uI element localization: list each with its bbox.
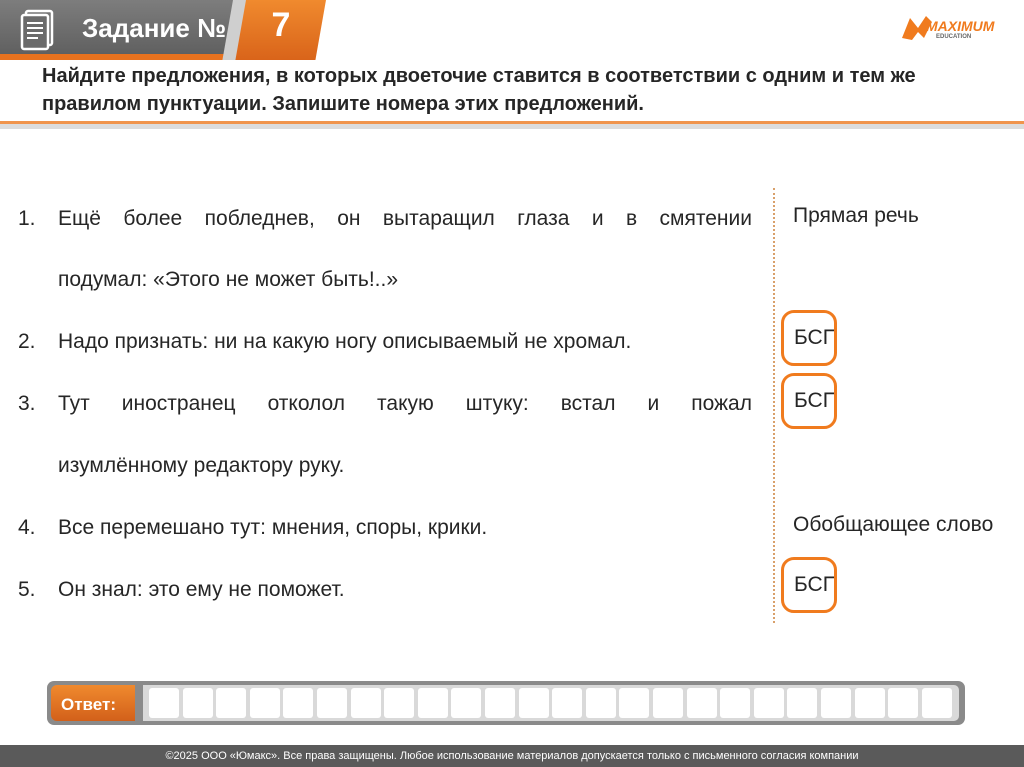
- logo-text: MAXIMUM: [926, 18, 995, 34]
- sentence-text: Тут иностранец отколол такую штуку: встал и пожал: [58, 392, 752, 415]
- answer-cell[interactable]: [351, 688, 381, 718]
- answer-cell[interactable]: [149, 688, 179, 718]
- answer-cell[interactable]: [216, 688, 246, 718]
- task-instruction: Найдите предложения, в которых двоеточие ставится в соответствии с одним и тем же правилом пунктуации. Запишите номера этих предложений.: [42, 65, 916, 115]
- header-bar: [0, 0, 1024, 60]
- highlight-ring: [781, 310, 837, 366]
- sentence-text: Он знал: это ему не поможет.: [58, 578, 345, 601]
- column-divider: [773, 188, 775, 623]
- document-icon: [18, 7, 62, 51]
- answer-bar: [47, 681, 965, 725]
- answer-cell[interactable]: [451, 688, 481, 718]
- answer-cell[interactable]: [384, 688, 414, 718]
- sentence-text: Ещё более побледнев, он вытаращил глаза и в смятении: [58, 207, 752, 230]
- highlight-ring: [781, 373, 837, 429]
- sentence-text: подумал: «Этого не может быть!..»: [58, 268, 399, 291]
- answer-cell[interactable]: [888, 688, 918, 718]
- footer: [0, 745, 1024, 767]
- divider-grey: [0, 124, 1024, 129]
- answer-cell[interactable]: [519, 688, 549, 718]
- answer-cell[interactable]: [586, 688, 616, 718]
- answer-input[interactable]: [143, 685, 959, 721]
- answer-cell[interactable]: [552, 688, 582, 718]
- annotation-direct-speech: Прямая речь: [793, 204, 919, 227]
- sentence-text: изумлённому редактору руку.: [58, 454, 345, 477]
- answer-cell[interactable]: [855, 688, 885, 718]
- answer-cell[interactable]: [283, 688, 313, 718]
- answer-cell[interactable]: [250, 688, 280, 718]
- sentence-number: 2.: [18, 330, 36, 353]
- sentence-text: Все перемешано тут: мнения, споры, крики.: [58, 516, 488, 539]
- answer-cell[interactable]: [653, 688, 683, 718]
- answer-label-background: [51, 685, 135, 721]
- answer-cell[interactable]: [754, 688, 784, 718]
- sentence-text: Надо признать: ни на какую ногу описываемый не хромал.: [58, 330, 632, 353]
- answer-cell[interactable]: [418, 688, 448, 718]
- answer-cell[interactable]: [317, 688, 347, 718]
- annotation-bsp-2: БСП: [794, 326, 838, 349]
- sentence-number: 5.: [18, 578, 36, 601]
- answer-cell[interactable]: [619, 688, 649, 718]
- sentence-number: 3.: [18, 392, 36, 415]
- task-title: Задание №: [82, 13, 227, 43]
- sentence-number: 4.: [18, 516, 36, 539]
- task-number: 7: [271, 6, 291, 44]
- annotation-generalizing-word: Обобщающее слово: [793, 513, 994, 536]
- copyright-text: ©2025 ООО «Юмакс». Все права защищены. Любое использование материалов допускается только с письменного согласия компании: [165, 750, 859, 762]
- answer-cell[interactable]: [720, 688, 750, 718]
- annotation-bsp-3: БСП: [794, 389, 838, 412]
- answer-cell[interactable]: [485, 688, 515, 718]
- answer-cell[interactable]: [183, 688, 213, 718]
- sentence-number: 1.: [18, 207, 36, 230]
- highlight-ring: [781, 557, 837, 613]
- annotation-bsp-5: БСП: [794, 573, 838, 596]
- answer-label: Ответ:: [61, 695, 116, 714]
- answer-cell[interactable]: [687, 688, 717, 718]
- answer-cell[interactable]: [922, 688, 952, 718]
- maximum-logo: [900, 8, 1015, 48]
- answer-cell[interactable]: [821, 688, 851, 718]
- logo-subtext: EDUCATION: [936, 34, 972, 40]
- answer-cell[interactable]: [787, 688, 817, 718]
